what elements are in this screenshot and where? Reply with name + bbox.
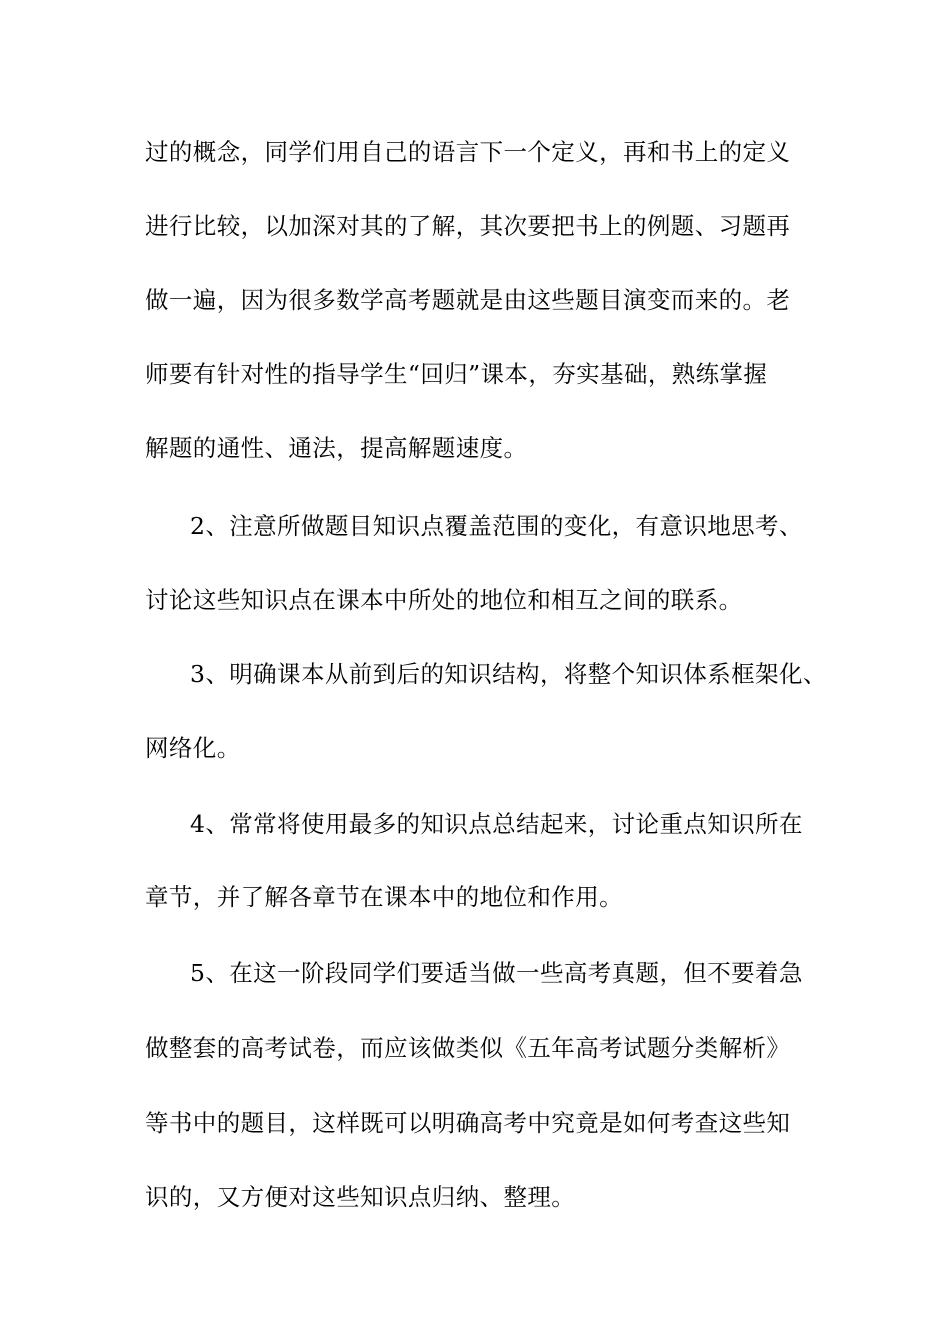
text-line: 章节，并了解各章节在课本中的地位和作用。 bbox=[145, 883, 623, 911]
text-line: 做整套的高考试卷，而应该做类似《五年高考试题分类解析》 bbox=[145, 1034, 791, 1062]
paragraph-5-line: 5、在这一阶段同学们要适当做一些高考真题，但不要着急 bbox=[190, 959, 803, 987]
text-line: 过的概念，同学们用自己的语言下一个定义，再和书上的定义 bbox=[145, 138, 791, 166]
text-line: 解题的通性、通法，提高解题速度。 bbox=[145, 434, 528, 462]
text-line: 进行比较，以加深对其的了解，其次要把书上的例题、习题再 bbox=[145, 212, 791, 240]
paragraph-3-line: 3、明确课本从前到后的知识结构，将整个知识体系框架化、 bbox=[190, 660, 827, 688]
text-line: 网络化。 bbox=[145, 734, 241, 762]
text-line: 讨论这些知识点在课本中所处的地位和相互之间的联系。 bbox=[145, 586, 743, 614]
text-line: 做一遍，因为很多数学高考题就是由这些题目演变而来的。老 bbox=[145, 286, 791, 314]
text-line: 师要有针对性的指导学生“回归”课本，夯实基础，熟练掌握 bbox=[145, 360, 768, 388]
paragraph-4-line: 4、常常将使用最多的知识点总结起来，讨论重点知识所在 bbox=[190, 810, 803, 838]
paragraph-2-line: 2、注意所做题目知识点覆盖范围的变化，有意识地思考、 bbox=[190, 512, 803, 540]
text-line: 识的，又方便对这些知识点归纳、整理。 bbox=[145, 1183, 576, 1211]
text-line: 等书中的题目，这样既可以明确高考中究竟是如何考查这些知 bbox=[145, 1109, 791, 1137]
